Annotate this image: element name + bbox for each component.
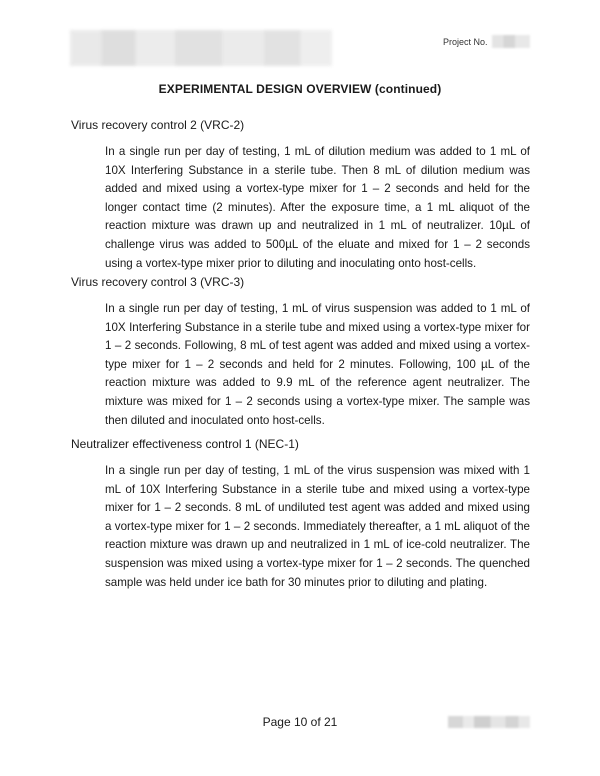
section-heading-vrc2: Virus recovery control 2 (VRC-2) — [71, 118, 245, 132]
section-body-vrc3: In a single run per day of testing, 1 mL of virus suspension was added to 1 mL of 10X Interfering Substance in a sterile tube and mixed using a vortex-type mixer for 1 – 2 seconds. Following, 8 mL of test agent was added and mixed using a vortex-type mixer for 1 – 2 seconds and held for 2 minutes. Following, 100 µL of the reaction mixture was added to 9.9 mL of the reference agent neutralizer. The mixture was mixed for 1 – 2 seconds using a vortex-type mixer. The sample was then diluted and inoculated onto host-cells. — [105, 302, 530, 427]
section-heading-nec1: Neutralizer effectiveness control 1 (NEC-1) — [71, 437, 299, 451]
redacted-project-number — [492, 35, 530, 48]
section-body-vrc2: In a single run per day of testing, 1 mL of dilution medium was added to 1 mL of 10X Interfering Substance in a sterile tube. Then 8 mL of dilution medium was added and mixed using a vortex-type mixer for 1 – 2 seconds and held for the longer contact time (2 minutes). After the exposure time, a 1 mL aliquot of the reaction mixture was drawn up and neutralized in 1 mL of neutralizer. 10µL of challenge virus was added to 500µL of the eluate and mixed for 1 – 2 seconds using a vortex-type mixer prior to diluting and inoculating onto host-cells. — [105, 145, 530, 270]
redacted-footer — [448, 716, 530, 728]
document-title: EXPERIMENTAL DESIGN OVERVIEW (continued) — [158, 82, 442, 96]
page-number: Page 10 of 21 — [262, 715, 338, 729]
section-body-nec1: In a single run per day of testing, 1 mL of the virus suspension was mixed with 1 mL of 10X Interfering Substance in a sterile tube and mixed using a vortex-type mixer for 1 – 2 seconds. 8 mL of undiluted test agent was added and mixed using a vortex-type mixer for 1 – 2 seconds. Immediately thereafter, a 1 mL aliquot of the reaction mixture was drawn up and neutralized in 1 mL of ice-cold neutralizer. The suspension was mixed using a vortex-type mixer for 1 – 2 seconds. The quenched sample was held under ice bath for 30 minutes prior to diluting and plating. — [105, 464, 530, 589]
project-number-label: Project No. — [443, 37, 488, 47]
redacted-header-logo — [70, 30, 332, 66]
section-heading-vrc3: Virus recovery control 3 (VRC-3) — [71, 275, 245, 289]
